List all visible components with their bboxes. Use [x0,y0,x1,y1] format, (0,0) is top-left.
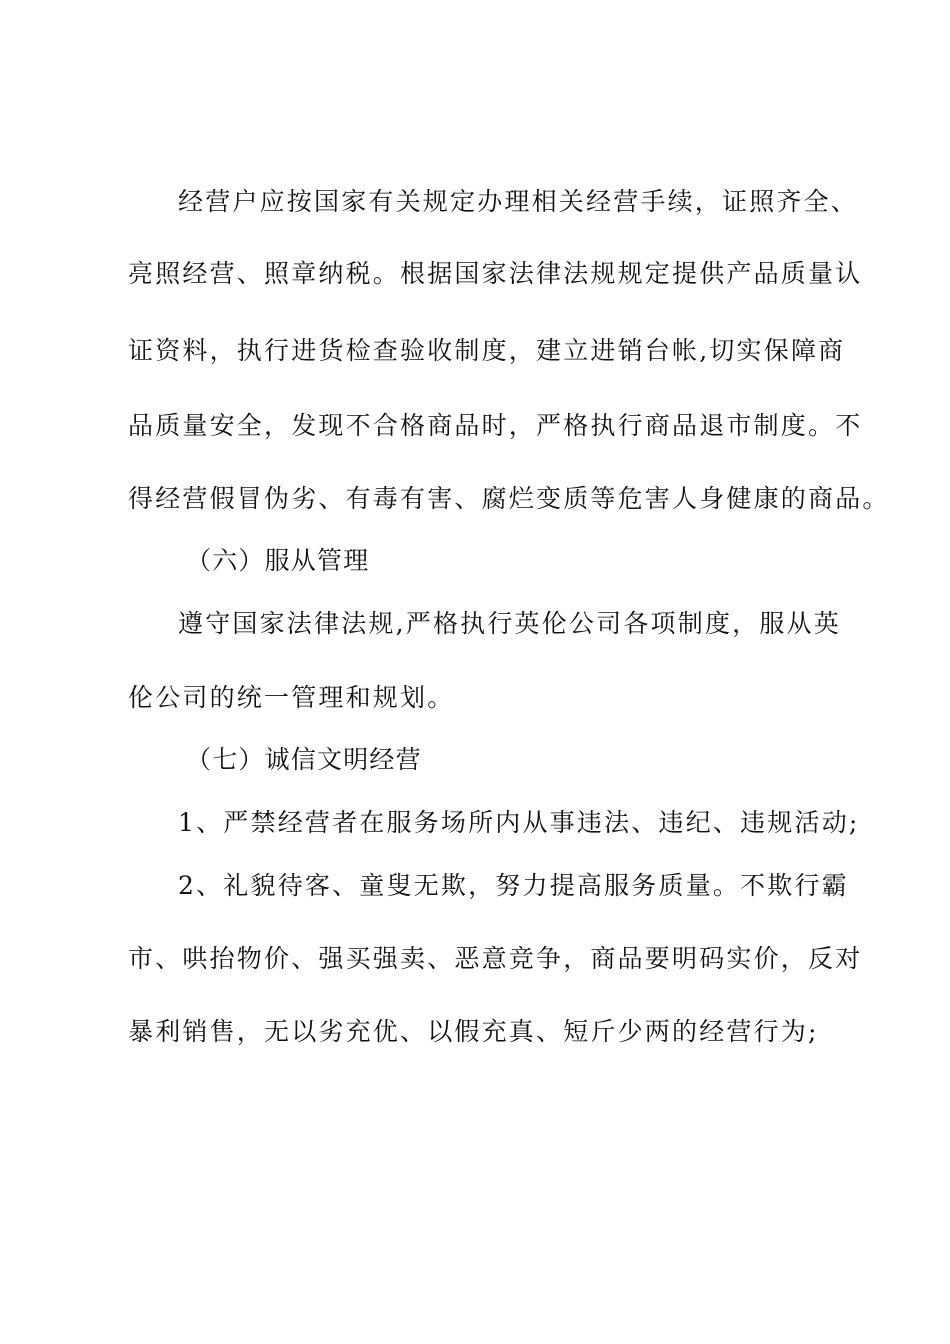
list-item-1: 1、严禁经营者在服务场所内从事违法、违纪、违规活动; [178,808,860,837]
paragraph-line: 市、哄抬物价、强买强卖、恶意竞争，商品要明码实价，反对 [128,944,863,973]
paragraph-line: 暴利销售，无以劣充优、以假充真、短斤少两的经营行为; [128,1017,819,1046]
paragraph-line: 得经营假冒伪劣、有毒有害、腐烂变质等危害人身健康的商品。 [128,484,890,513]
paragraph-line: 伦公司的统一管理和规划。 [128,683,455,712]
paragraph-line: 经营户应按国家有关规定办理相关经营手续，证照齐全、 [178,187,859,216]
paragraph-line: 亮照经营、照章纳税。根据国家法律法规规定提供产品质量认 [128,259,863,288]
section-heading-seven: （七）诚信文明经营 [186,745,422,774]
paragraph-line: 品质量安全，发现不合格商品时，严格执行商品退市制度。不 [128,411,863,440]
section-heading-six: （六）服从管理 [186,546,370,575]
list-item-2: 2、礼貌待客、童叟无欺，努力提高服务质量。不欺行霸 [178,871,849,900]
paragraph-line: 遵守国家法律法规,严格执行英伦公司各项制度，服从英 [178,609,841,638]
paragraph-line: 证资料，执行进货检查验收制度，建立进销台帐,切实保障商 [128,336,846,365]
